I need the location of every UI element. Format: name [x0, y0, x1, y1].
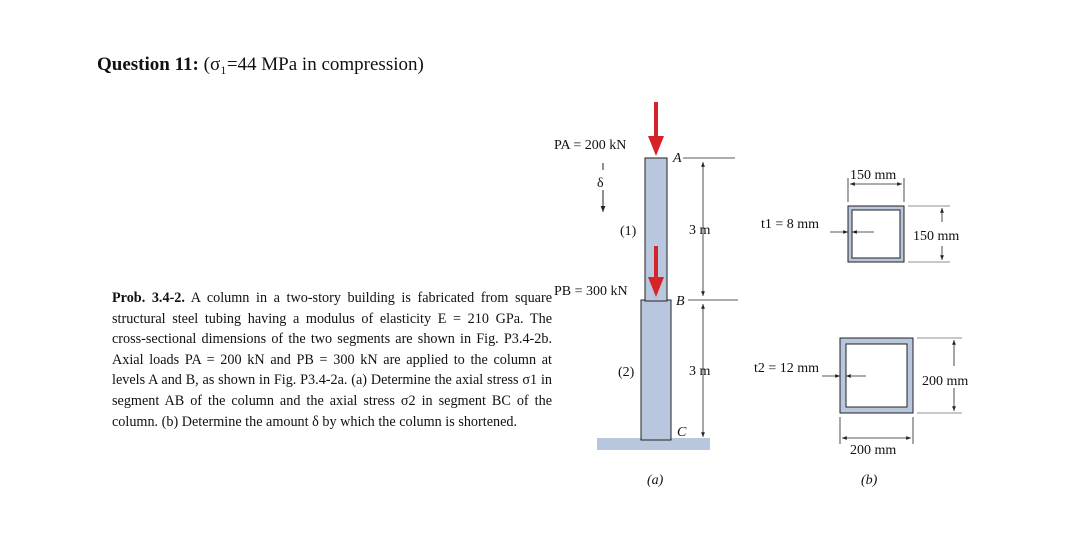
figure-b [754, 168, 968, 488]
figure-a [554, 102, 738, 488]
width-2-label: 200 mm [850, 443, 897, 458]
delta-label: δ [597, 176, 604, 191]
point-c-label: C [677, 425, 687, 440]
column-segment-bc [641, 300, 671, 440]
width-1-label: 150 mm [850, 168, 897, 183]
height-1-label: 150 mm [913, 229, 960, 244]
load-arrow-a [648, 102, 664, 156]
cross-section-2-inner [846, 344, 907, 407]
length-ab-label: 3 m [689, 223, 711, 238]
point-a-label: A [673, 151, 682, 166]
problem-text: A column in a two-story building is fabricated from square structural steel tubing having a modulus of elasticity E = 210 GPa. The cross-sectional dimensions of the two segments are shown in Fig. P3.4-2b. Axial loads PA = 200 kN and PB = 300 kN are applied to the column at levels A and B, as shown in Fig. P3.4-2a. (a) Determine the axial stress σ1 in segment AB of the column and the axial stress σ2 in segment BC of the column. (b) Determine the amount δ by which the column is shortened. [112, 290, 553, 430]
problem-label: Prob. 3.4-2. [112, 290, 185, 306]
load-a-label: PA = 200 kN [554, 138, 627, 153]
t1-label: t1 = 8 mm [761, 217, 820, 232]
figure-b-caption: (b) [861, 473, 878, 488]
question-label: Question 11: [97, 54, 199, 75]
point-b-label: B [676, 294, 685, 309]
figure-a-caption: (a) [647, 473, 664, 488]
segment-1-label: (1) [620, 224, 637, 239]
question-answer-note: (σ₁=44 MPa in compression) [203, 54, 424, 75]
load-b-label: PB = 300 kN [554, 284, 628, 299]
length-bc-label: 3 m [689, 364, 711, 379]
segment-2-label: (2) [618, 365, 635, 380]
t2-label: t2 = 12 mm [754, 361, 820, 376]
cross-section-1-inner [852, 210, 900, 258]
height-2-label: 200 mm [922, 374, 969, 389]
